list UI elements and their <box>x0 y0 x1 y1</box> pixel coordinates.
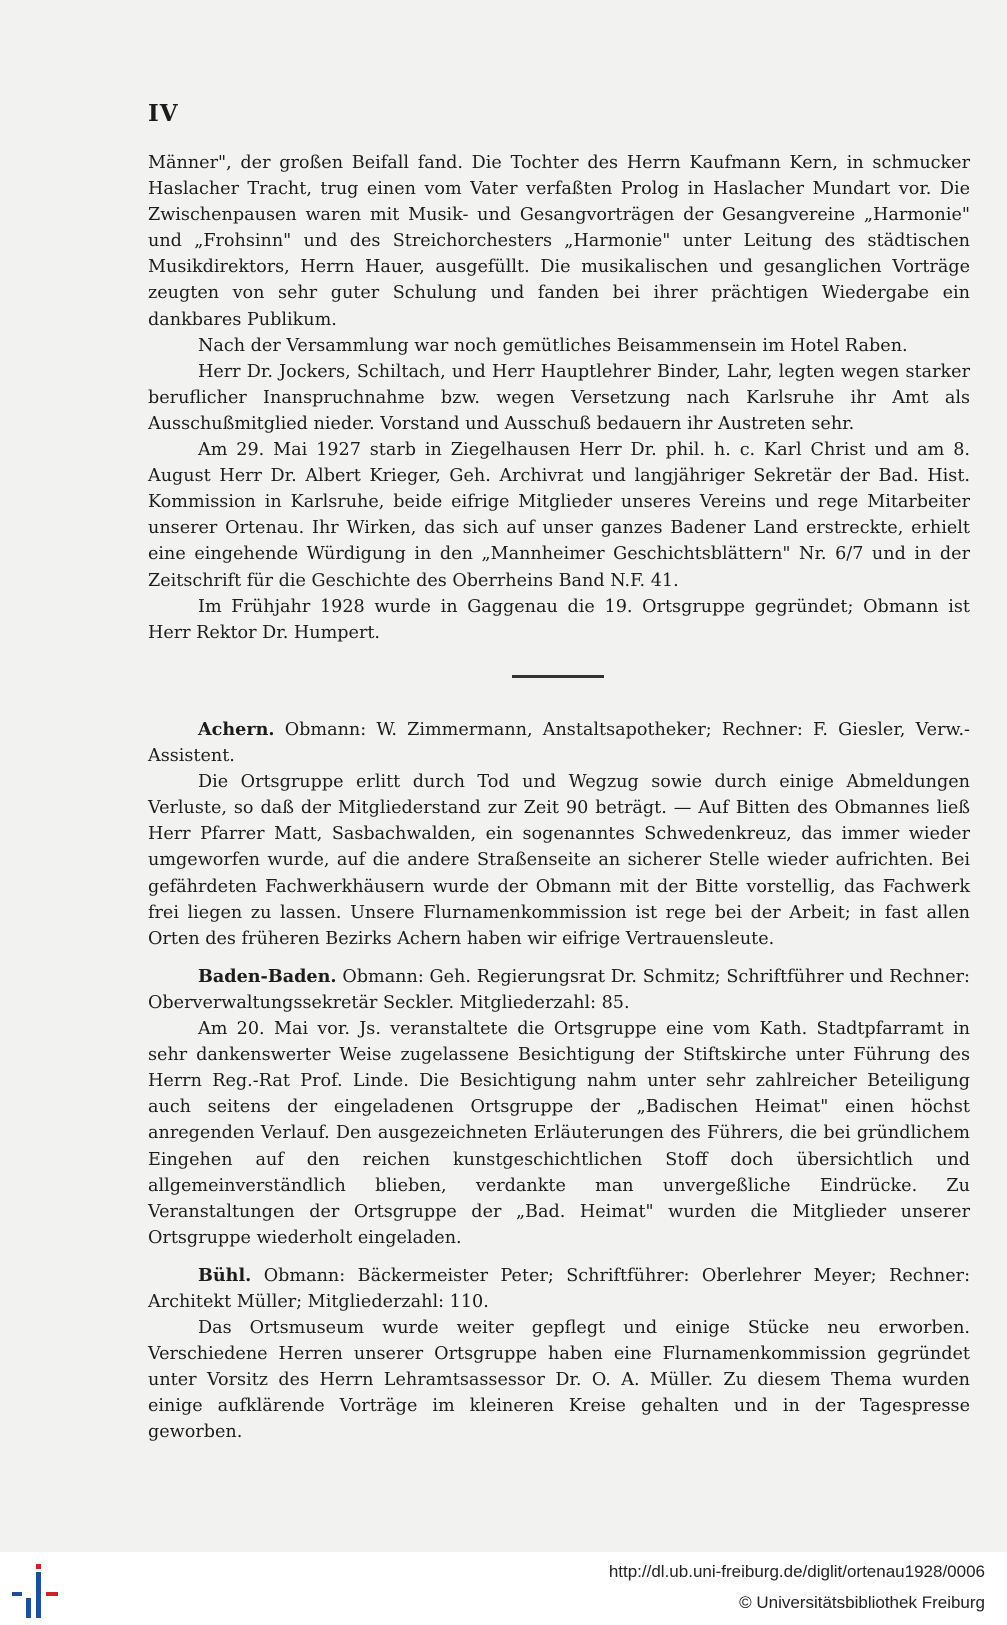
section-divider <box>512 675 604 678</box>
intro-text <box>148 150 970 646</box>
section-body-buehl: Das Ortsmuseum wurde weiter gepflegt und einige Stücke neu erworben. Verschiedene Herren unserer Ortsgruppe haben eine Flurnamenkommission gegründet unter Vorsitz des Herrn Lehramtsassessor Dr. O. A. Müller. Zu diesem Thema wurden einige aufklärende Vorträge im kleineren Kreise gehalten und in der Tagespresse geworben. <box>148 1318 970 1443</box>
intro-paragraph-2: Nach der Versammlung war noch gemütliches Beisammensein im Hotel Raben. <box>198 335 908 356</box>
copyright-notice: © Universitätsbibliothek Freiburg <box>739 1593 985 1612</box>
section-title-baden-baden: Baden-Baden. <box>198 965 337 987</box>
section-title-achern: Achern. <box>198 719 275 740</box>
section-title-buehl: Bühl. <box>198 1264 252 1286</box>
section-buehl <box>148 1263 970 1446</box>
intro-paragraph-4: Am 29. Mai 1927 starb in Ziegelhausen Herr Dr. phil. h. c. Karl Christ und am 8. August Herr Dr. Albert Krieger, Geh. Archivrat und langjähriger Sekretär der Bad. Hist. Kommission in Karlsruhe, beide eifrige Mitglieder unseres Vereins und rege Mitarbeiter unserer Ortenau. Ihr Wirken, das sich auf unser ganzes Badener Land erstreckte, erhielt eine eingehende Würdigung in den „Mannheimer Geschichtsblättern" Nr. 6/7 und in der Zeitschrift für die Geschichte des Oberrheins Band N.F. 41. <box>148 440 970 591</box>
section-info-baden-baden: Obmann: Geh. Regierungsrat Dr. Schmitz; Schriftführer und Rechner: Oberverwaltungssekretär Seckler. Mitgliederzahl: 85. <box>148 966 970 1013</box>
section-header <box>148 964 970 1016</box>
section-baden-baden <box>148 964 970 1251</box>
intro-paragraph-5: Im Frühjahr 1928 wurde in Gaggenau die 19. Ortsgruppe gegründet; Obmann ist Herr Rektor Dr. Humpert. <box>148 596 970 643</box>
viewer-footer <box>0 1552 1007 1625</box>
section-header <box>148 1263 970 1315</box>
local-groups <box>148 717 970 1458</box>
section-info-achern: Obmann: W. Zimmermann, Anstaltsapotheker; Rechner: F. Giesler, Verw.-Assistent. <box>148 720 970 767</box>
intro-paragraph-1: Männer", der großen Beifall fand. Die Tochter des Herrn Kaufmann Kern, in schmucker Haslacher Tracht, trug einen vom Vater verfaßten Prolog in Haslacher Mundart vor. Die Zwischenpausen waren mit Musik- und Gesangvorträgen der Gesangvereine „Harmonie" und „Frohsinn" und des Streichorchesters „Harmonie" unter Leitung des städtischen Musikdirektors, Herrn Hauer, ausgefüllt. Die musikalischen und gesanglichen Vorträge zeugten von sehr guter Schulung und fanden bei ihrer prächtigen Wiedergabe ein dankbares Publikum. <box>148 153 970 330</box>
section-info-buehl: Obmann: Bäckermeister Peter; Schriftführer: Oberlehrer Meyer; Rechner: Architekt Müller; Mitgliederzahl: 110. <box>148 1265 970 1312</box>
section-body-baden-baden: Am 20. Mai vor. Js. veranstaltete die Ortsgruppe eine vom Kath. Stadtpfarramt in sehr dankenswerter Weise zugelassene Besichtigung der Stiftskirche unter Führung des Herrn Reg.-Rat Prof. Linde. Die Besichtigung nahm unter sehr zahlreicher Beteiligung auch seitens der eingeladenen Ortsgruppe der „Badischen Heimat" einen höchst anregenden Verlauf. Den ausgezeichneten Erläuterungen des Führers, die bei gründlichem Eingehen auf den reichen kunstgeschichtlichen Stoff doch übersichtlich und allgemeinverständlich blieben, verdankte man unvergeßliche Eindrücke. Zu Veranstaltungen der Ortsgruppe der „Bad. Heimat" wurden die Mitglieder unserer Ortsgruppe wiederholt eingeladen. <box>148 1019 970 1248</box>
section-body-achern: Die Ortsgruppe erlitt durch Tod und Wegzug sowie durch einige Abmeldungen Verluste, so daß der Mitgliederstand zur Zeit 90 beträgt. — Auf Bitten des Obmannes ließ Herr Pfarrer Matt, Sasbachwalden, ein sogenanntes Schwedenkreuz, das immer wieder umgeworfen wurde, auf die andere Straßenseite an sicherer Stelle wieder aufrichten. Bei gefährdeten Fachwerkhäusern wurde der Obmann mit der Bitte vorstellig, das Fachwerk frei liegen zu lassen. Unsere Flurnamenkommission ist rege bei der Arbeit; in fast allen Orten des früheren Bezirks Achern haben wir eifrige Vertrauensleute. <box>148 772 970 949</box>
page-number: IV <box>148 100 179 127</box>
ub-freiburg-logo-icon <box>6 1558 68 1620</box>
section-achern <box>148 717 970 952</box>
section-header <box>148 717 970 769</box>
intro-paragraph-3: Herr Dr. Jockers, Schiltach, und Herr Hauptlehrer Binder, Lahr, legten wegen starker beruflicher Inanspruchnahme bzw. wegen Versetzung nach Karlsruhe ihr Amt als Ausschußmitglied nieder. Vorstand und Ausschuß bedauern ihr Austreten sehr. <box>148 361 970 434</box>
source-url-link[interactable]: http://dl.ub.uni-freiburg.de/diglit/ortenau1928/0006 <box>608 1562 985 1581</box>
